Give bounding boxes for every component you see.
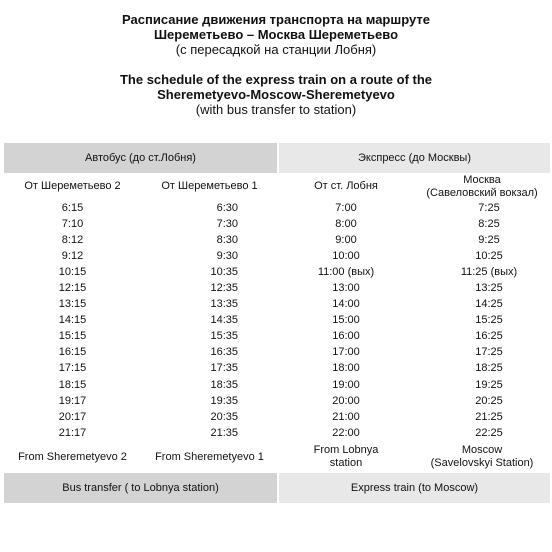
- time-sheremetyevo-2: 8:12: [61, 233, 84, 246]
- express-footer: Express train (to Moscow): [278, 473, 550, 503]
- time-moscow: 21:25: [475, 410, 503, 423]
- time-lobnya: 10:00: [332, 249, 360, 262]
- time-sheremetyevo-2: 21:17: [58, 426, 87, 439]
- bus-header: Автобус (до ст.Лобня): [4, 143, 278, 173]
- footer-col-lobnya-line1: From Lobnya: [313, 444, 379, 457]
- time-sheremetyevo-1: 10:35: [210, 265, 238, 278]
- time-sheremetyevo-1: 8:30: [216, 233, 238, 246]
- time-moscow: 7:25: [478, 201, 500, 214]
- header-band: [4, 143, 550, 173]
- time-sheremetyevo-2: 17:15: [58, 362, 87, 375]
- time-sheremetyevo-1: 19:35: [210, 394, 238, 407]
- footer-col-lobnya: [278, 441, 414, 473]
- time-sheremetyevo-2: 18:15: [58, 378, 87, 391]
- table-row: [4, 377, 550, 393]
- time-sheremetyevo-2: 13:15: [58, 298, 87, 311]
- time-lobnya: 22:00: [332, 426, 360, 439]
- footer-band: [4, 473, 550, 503]
- footer-column-labels: [4, 441, 550, 473]
- title-en-line1: The schedule of the express train on a route of the: [119, 72, 433, 87]
- time-sheremetyevo-1: 7:30: [216, 217, 238, 230]
- time-moscow: 20:25: [475, 394, 503, 407]
- time-sheremetyevo-2: 15:15: [58, 330, 87, 343]
- table-row: [4, 232, 550, 248]
- time-sheremetyevo-2: 12:15: [58, 282, 87, 295]
- col-header-sheremetyevo-2: От Шереметьево 2: [24, 180, 121, 192]
- footer-col-sheremetyevo-2: From Sheremetyevo 2: [18, 450, 127, 463]
- time-lobnya: 18:00: [332, 362, 360, 375]
- title-ru-line3: (с пересадкой на станции Лобня): [175, 42, 377, 57]
- table-row: [4, 297, 550, 313]
- time-moscow: 15:25: [475, 314, 503, 327]
- time-sheremetyevo-2: 7:10: [61, 217, 84, 230]
- time-sheremetyevo-2: 10:15: [58, 265, 87, 278]
- column-headers: [4, 173, 550, 200]
- time-sheremetyevo-2: 20:17: [58, 410, 87, 423]
- col-header-moscow-line2: (Савеловский вокзал): [426, 186, 538, 199]
- schedule-rows: [4, 200, 550, 441]
- time-moscow: 18:25: [475, 362, 503, 375]
- time-sheremetyevo-1: 20:35: [210, 410, 238, 423]
- time-lobnya: 7:00: [335, 201, 357, 214]
- time-sheremetyevo-2: 6:15: [61, 201, 84, 214]
- table-row: [4, 248, 550, 264]
- time-lobnya: 20:00: [332, 394, 360, 407]
- table-row: [4, 200, 550, 216]
- time-lobnya: 9:00: [335, 233, 357, 246]
- footer-col-moscow-line2: (Savelovskyi Station): [430, 457, 534, 470]
- time-moscow: 17:25: [475, 346, 503, 359]
- time-sheremetyevo-2: 14:15: [58, 314, 87, 327]
- time-lobnya: 15:00: [332, 314, 360, 327]
- table-row: [4, 409, 550, 425]
- time-sheremetyevo-1: 14:35: [210, 314, 238, 327]
- time-moscow: 16:25: [475, 330, 503, 343]
- time-lobnya: 11:00 (вых): [317, 265, 375, 278]
- time-sheremetyevo-1: 6:30: [216, 201, 238, 214]
- time-lobnya: 17:00: [332, 346, 360, 359]
- col-header-moscow-line1: Москва: [463, 173, 501, 186]
- time-sheremetyevo-2: 9:12: [61, 249, 84, 262]
- title-en-line3: (with bus transfer to station): [195, 102, 357, 117]
- table-row: [4, 264, 550, 280]
- express-header: Экспресс (до Москвы): [278, 143, 550, 173]
- time-sheremetyevo-1: 13:35: [210, 298, 238, 311]
- time-moscow: 19:25: [475, 378, 503, 391]
- time-lobnya: 13:00: [332, 282, 360, 295]
- table-row: [4, 313, 550, 329]
- time-moscow: 10:25: [475, 249, 503, 262]
- time-moscow: 22:25: [475, 426, 503, 439]
- time-sheremetyevo-1: 12:35: [210, 282, 238, 295]
- table-row: [4, 329, 550, 345]
- time-sheremetyevo-1: 16:35: [210, 346, 238, 359]
- time-sheremetyevo-1: 17:35: [210, 362, 238, 375]
- time-lobnya: 19:00: [332, 378, 360, 391]
- schedule-table: [4, 143, 550, 503]
- time-moscow: 14:25: [475, 298, 503, 311]
- bus-footer: Bus transfer ( to Lobnya station): [4, 473, 278, 503]
- col-header-moscow: [414, 173, 550, 200]
- footer-col-moscow: [414, 441, 550, 473]
- table-row: [4, 425, 550, 441]
- time-sheremetyevo-1: 21:35: [210, 426, 238, 439]
- table-row: [4, 216, 550, 232]
- time-sheremetyevo-2: 19:17: [58, 394, 87, 407]
- title-ru-line1: Расписание движения транспорта на маршруте: [122, 12, 430, 27]
- time-moscow: 11:25 (вых): [460, 265, 518, 278]
- table-row: [4, 280, 550, 296]
- title-block: [0, 12, 552, 117]
- time-sheremetyevo-2: 16:15: [58, 346, 87, 359]
- footer-col-sheremetyevo-1: From Sheremetyevo 1: [155, 450, 264, 463]
- time-sheremetyevo-1: 9:30: [216, 249, 238, 262]
- col-header-lobnya: От ст. Лобня: [314, 180, 378, 192]
- time-sheremetyevo-1: 18:35: [210, 378, 238, 391]
- time-lobnya: 21:00: [332, 410, 360, 423]
- col-header-sheremetyevo-1: От Шереметьево 1: [161, 180, 258, 192]
- footer-col-moscow-line1: Moscow: [461, 444, 503, 457]
- time-moscow: 9:25: [478, 233, 500, 246]
- time-lobnya: 14:00: [332, 298, 360, 311]
- time-moscow: 8:25: [478, 217, 500, 230]
- time-moscow: 13:25: [475, 282, 503, 295]
- time-lobnya: 8:00: [335, 217, 357, 230]
- table-row: [4, 361, 550, 377]
- title-ru-line2: Шереметьево – Москва Шереметьево: [153, 27, 399, 42]
- table-row: [4, 345, 550, 361]
- title-en-line2: Sheremetyevo-Moscow-Sheremetyevo: [157, 87, 395, 102]
- time-sheremetyevo-1: 15:35: [210, 330, 238, 343]
- footer-col-lobnya-line2: station: [329, 457, 363, 470]
- table-row: [4, 393, 550, 409]
- time-lobnya: 16:00: [332, 330, 360, 343]
